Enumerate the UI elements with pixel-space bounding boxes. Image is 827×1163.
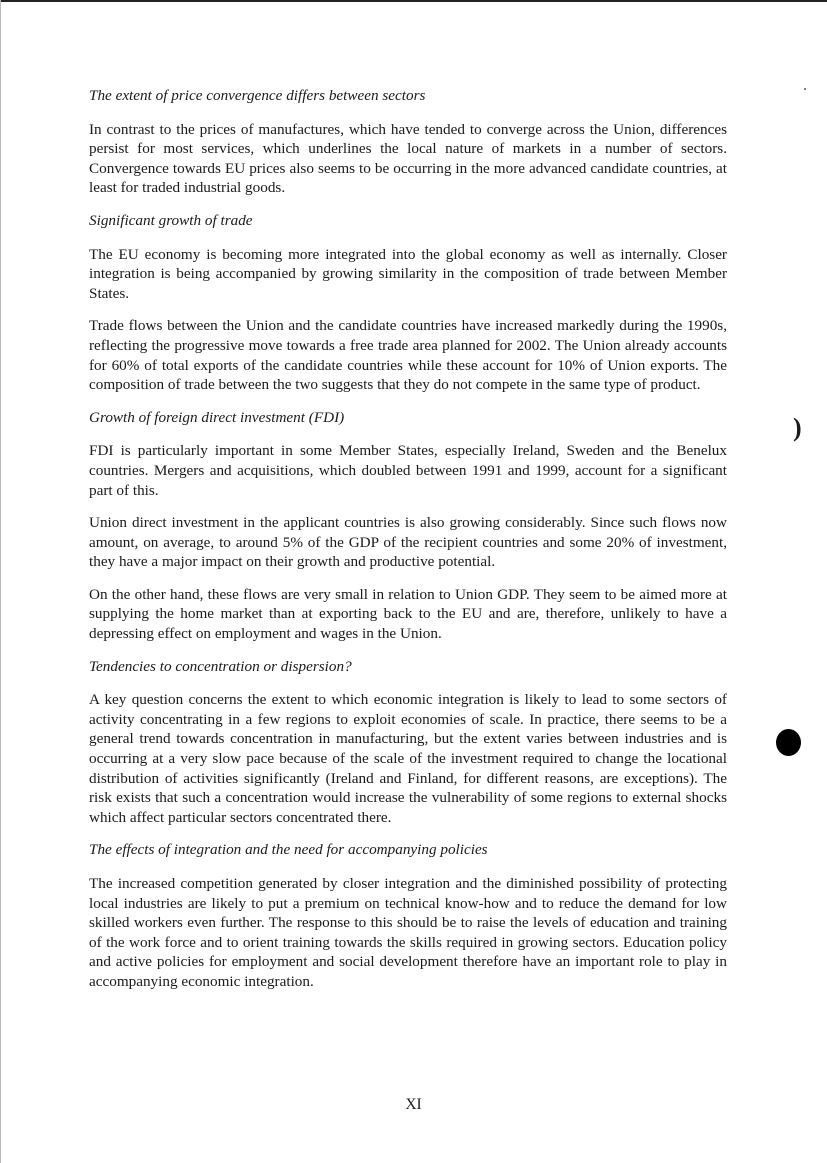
page-number: XI <box>405 1096 422 1113</box>
paragraph: On the other hand, these flows are very small in relation to Union GDP. They seem to be aimed more at supplying the home market than at exporting back to the EU and are, therefore, unlikely to have a depressing effect on employment and wages in the Union. <box>89 585 727 643</box>
section-heading: The effects of integration and the need for accompanying policies <box>89 841 488 859</box>
section-concentration <box>89 657 727 828</box>
section-heading: Growth of foreign direct investment (FDI) <box>89 408 345 426</box>
section-heading: Tendencies to concentration or dispersion? <box>89 657 352 675</box>
paragraph: A key question concerns the extent to which economic integration is likely to lead to some sectors of activity concentrating in a few regions to exploit economies of scale. In practice, there seems to be a general trend towards concentration in manufacturing, but the extent varies between industries and is occurring at a very slow pace because of the scale of the investment required to change the locational distribution of activities significantly (Ireland and Finland, for different reasons, are exceptions). The risk exists that such a concentration would increase the vulnerability of some regions to external shocks which affect particular sectors concentrated there. <box>89 691 727 826</box>
section-heading: The extent of price convergence differs between sectors <box>89 87 426 104</box>
top-border-line <box>0 0 827 2</box>
section-heading: Significant growth of trade <box>89 211 253 229</box>
section-fdi <box>89 408 727 644</box>
paragraph: The increased competition generated by closer integration and the diminished possibility of protecting local industries are likely to put a premium on technical know-how and to reduce the demand for low skilled workers even further. The response to this should be to raise the levels of education and training of the work force and to orient training towards the skills required in growing sectors. Education policy and active policies for employment and social development therefore have an important role to play in accompanying economic integration. <box>89 875 727 990</box>
binder-hole-mark <box>776 729 801 756</box>
section-growth-of-trade <box>89 211 727 395</box>
document-body <box>89 86 727 1005</box>
left-page-edge <box>0 0 1 1163</box>
section-effects-of-integration <box>89 840 727 991</box>
paragraph: Union direct investment in the applicant countries is also growing considerably. Since such flows now amount, on average, to around 5% of the GDP of the recipient countries and some 20% of investment, they have a major impact on their growth and productive potential. <box>89 514 727 571</box>
paragraph: Trade flows between the Union and the candidate countries have increased markedly during the 1990s, reflecting the progressive move towards a free trade area planned for 2002. The Union already accounts for 60% of total exports of the candidate countries while these account for 10% of Union exports. The composition of trade between the two suggests that they do not compete in the same type of product. <box>89 317 727 394</box>
section-price-convergence <box>89 86 727 198</box>
paragraph: The EU economy is becoming more integrated into the global economy as well as internally. Closer integration is being accompanied by growing similarity in the composition of trade between Member States. <box>89 245 727 302</box>
margin-paren-mark: ) <box>793 413 802 442</box>
paragraph: FDI is particularly important in some Member States, especially Ireland, Sweden and the Benelux countries. Mergers and acquisitions, which doubled between 1991 and 1999, account for a significant part of this. <box>89 442 727 499</box>
paragraph: In contrast to the prices of manufactures, which have tended to converge across the Union, differences persist for most services, which underlines the local nature of markets in a number of sectors. Convergence towards EU prices also seems to be occurring in the more advanced candidate countries, at least for traded industrial goods. <box>89 120 727 197</box>
scan-speck <box>804 88 806 90</box>
